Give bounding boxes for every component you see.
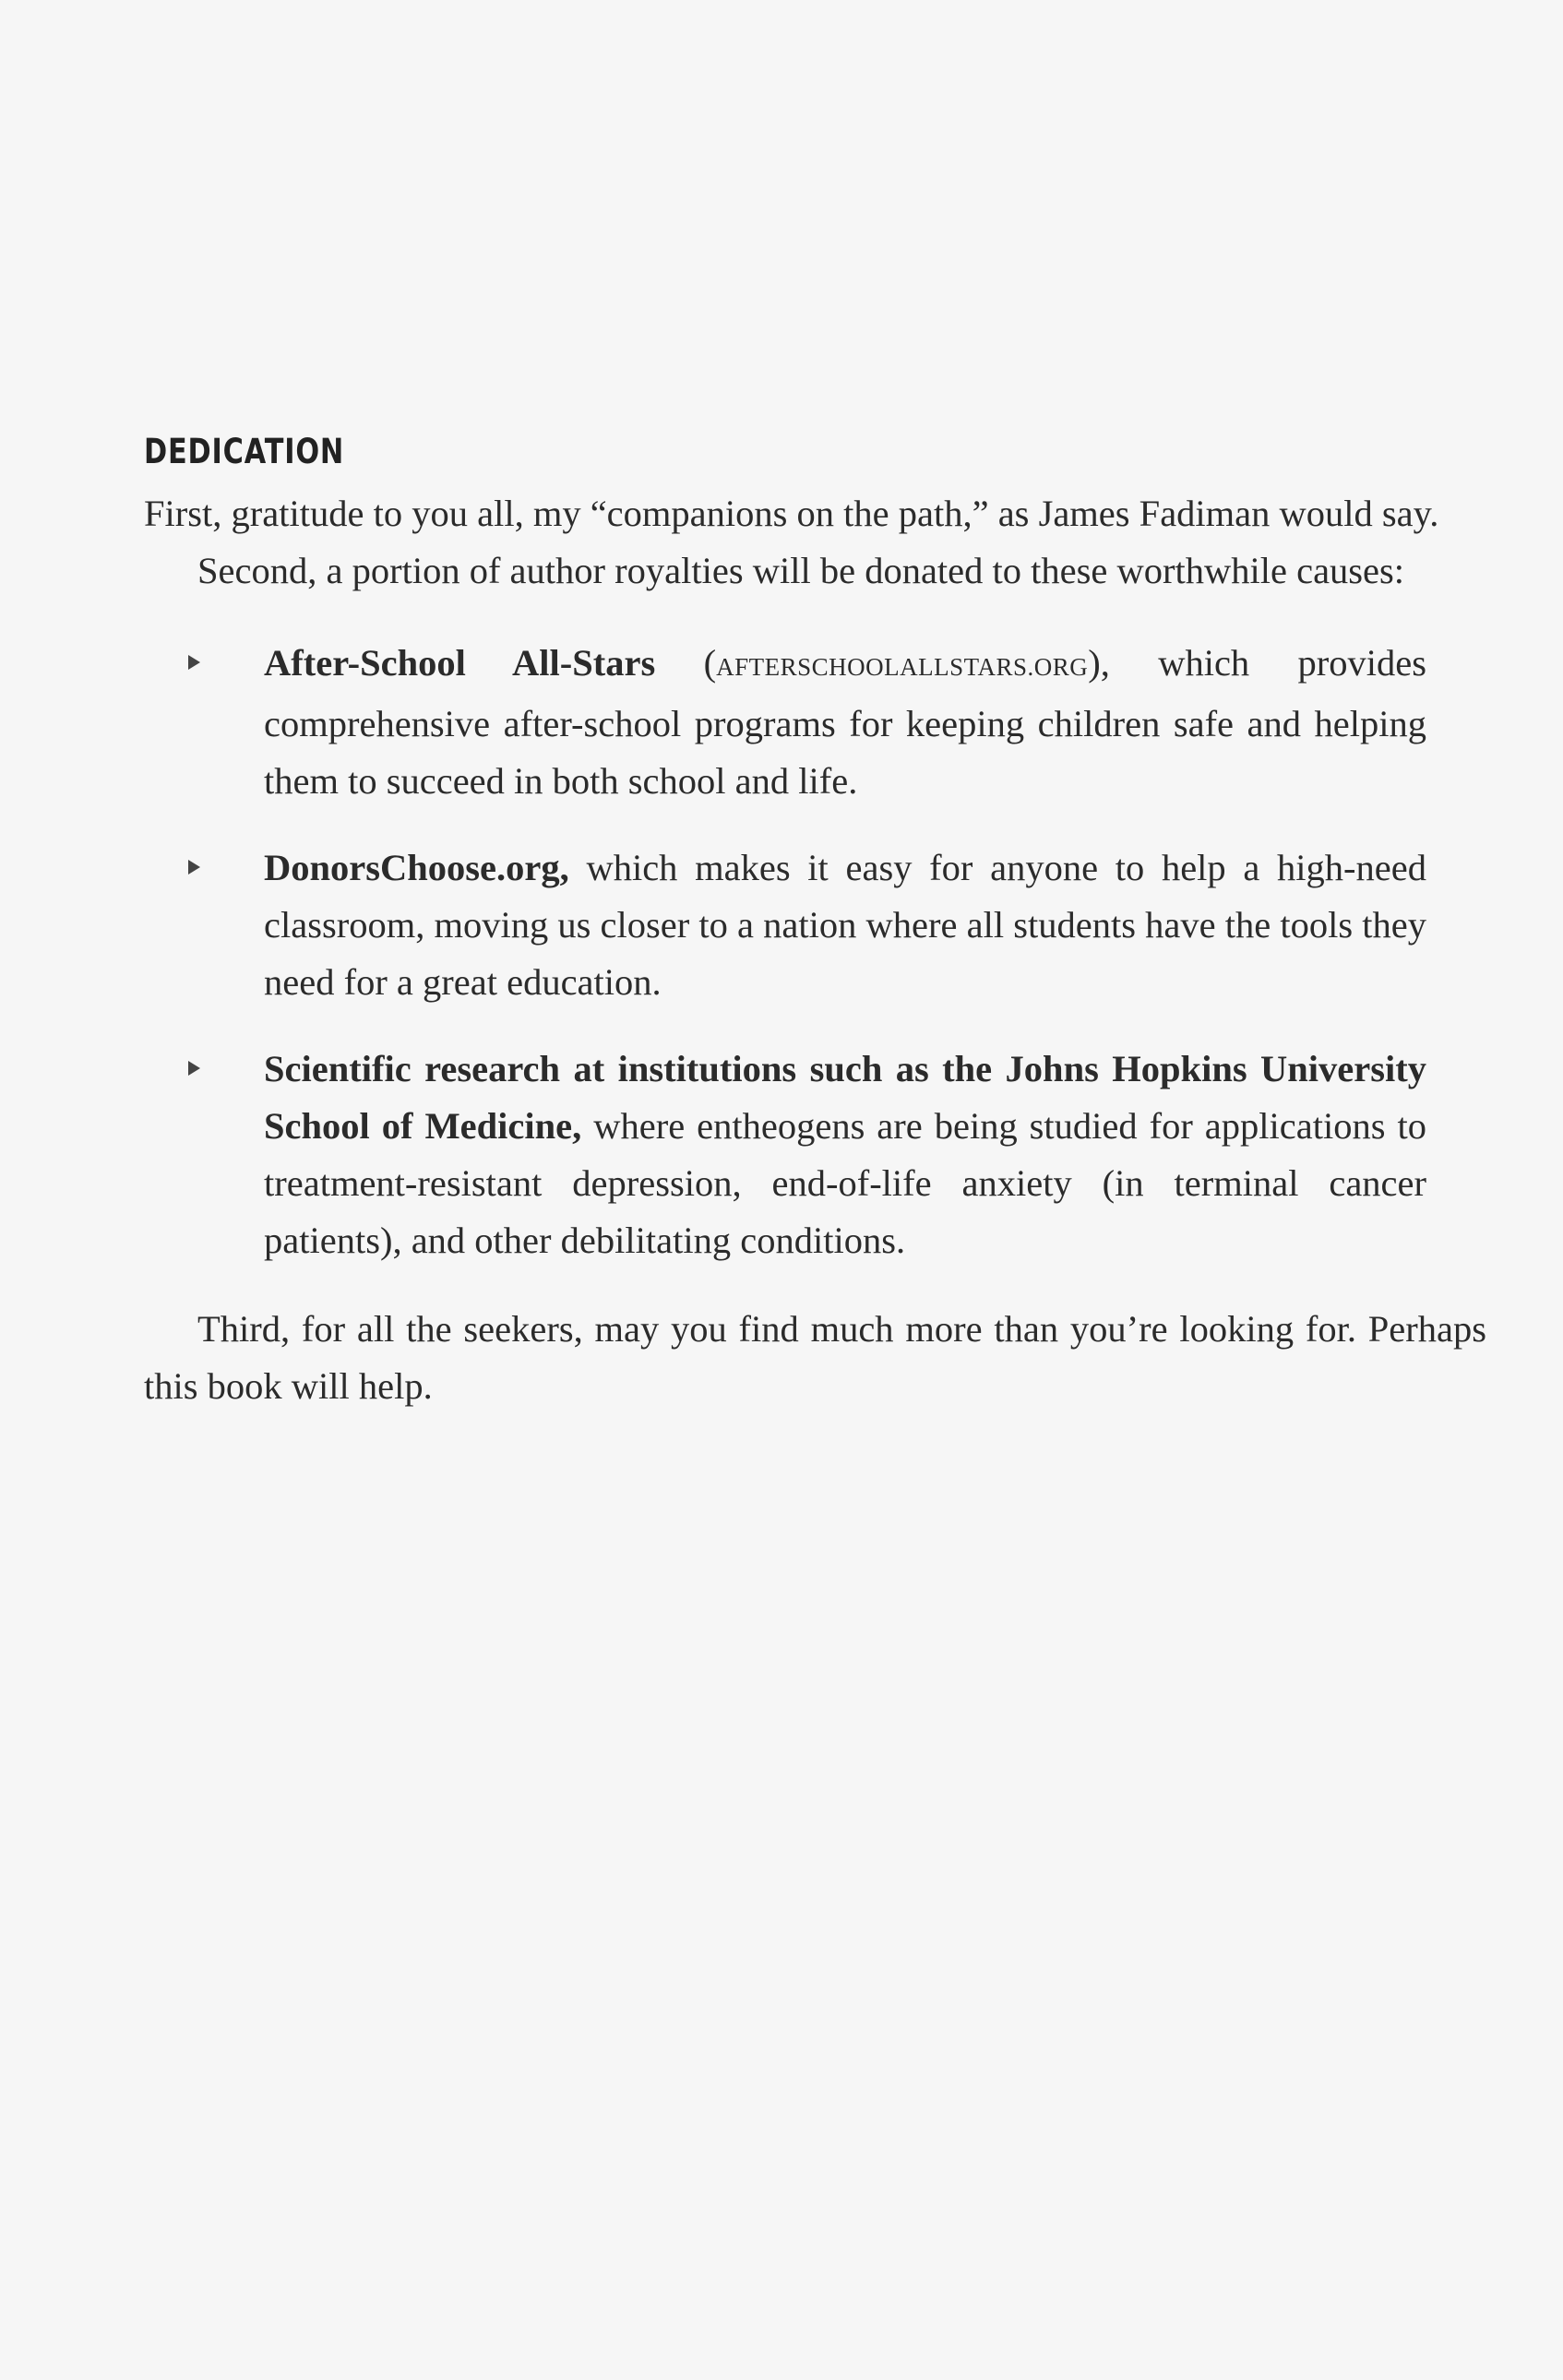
cause-description: which makes it easy for anyone to help a high-need classroom, moving us closer to a nation where all students have the tools they need for a great education. — [264, 847, 1426, 1003]
cause-description: which provides comprehensive after-school programs for keeping children safe and helping them to succeed in both school and life. — [264, 642, 1426, 802]
cause-name: After-School All-Stars — [264, 642, 656, 684]
cause-url-close: ), — [1088, 642, 1110, 684]
cause-item-after-school-all-stars — [144, 635, 1426, 810]
causes-list — [144, 635, 1486, 1269]
gratitude-paragraph: First, gratitude to you all, my “companions on the path,” as James Fadiman would say. — [144, 493, 1439, 534]
bullet-arrow-icon — [188, 1061, 200, 1076]
bullet-arrow-icon — [188, 860, 200, 875]
cause-name: Scientific research at institutions such as the Johns Hopkins University School of Medicine, — [264, 1048, 1426, 1147]
cause-url: AFTERSCHOOLALLSTARS.ORG — [716, 653, 1089, 681]
royalties-paragraph: Second, a portion of author royalties will be donated to these worthwhile causes: — [197, 550, 1405, 591]
cause-description: where entheogens are being studied for applications to treatment-resistant depression, end-of-life anxiety (in terminal cancer patients), and other debilitating conditions. — [264, 1105, 1426, 1261]
seekers-paragraph: Third, for all the seekers, may you find much more than you’re looking for. Perhaps this book will help. — [144, 1308, 1486, 1407]
bullet-arrow-icon — [188, 655, 200, 670]
cause-url-open: ( — [655, 642, 717, 684]
dedication-section — [144, 426, 1486, 1415]
cause-name: DonorsChoose.org, — [264, 847, 569, 888]
cause-item-scientific-research — [144, 1041, 1426, 1269]
cause-item-donorschoose — [144, 839, 1426, 1011]
dedication-heading: DEDICATION — [144, 432, 345, 471]
